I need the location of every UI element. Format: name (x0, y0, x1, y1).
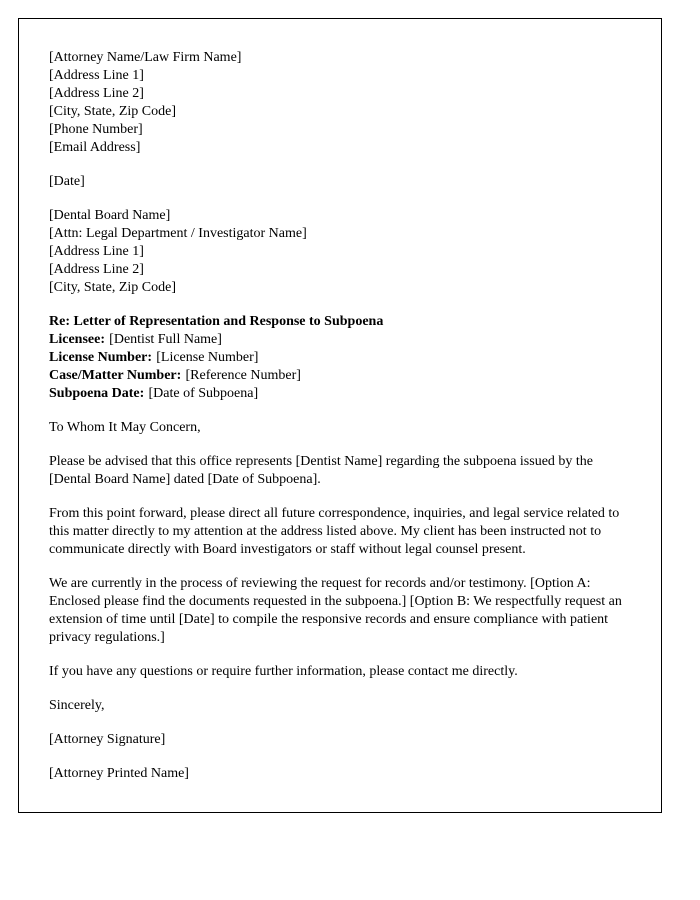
body-paragraph-1: Please be advised that this office represents [Dentist Name] regarding the subpoena issued by the [Dental Board Name] dated [Date of Subpoena]. (49, 454, 594, 487)
letter-template (18, 18, 662, 813)
recipient-address-line-2: [Address Line 2] (49, 262, 144, 277)
sender-phone: [Phone Number] (49, 122, 143, 137)
signature-block (49, 731, 631, 749)
license-number-label: License Number: (49, 350, 153, 365)
subpoena-date-label: Subpoena Date: (49, 386, 145, 401)
body-paragraph-4: If you have any questions or require further information, please contact me directly. (49, 664, 518, 679)
recipient-city-state-zip: [City, State, Zip Code] (49, 280, 177, 295)
case-number-label: Case/Matter Number: (49, 368, 182, 383)
sender-name-line: [Attorney Name/Law Firm Name] (49, 50, 242, 65)
recipient-attn-line: [Attn: Legal Department / Investigator Name] (49, 226, 307, 241)
sender-address-line-1: [Address Line 1] (49, 68, 144, 83)
recipient-address-line-1: [Address Line 1] (49, 244, 144, 259)
case-number-value: [Reference Number] (185, 368, 301, 383)
body-paragraph-3: We are currently in the process of reviewing the request for records and/or testimony. [Option A: Enclosed please find the documents requested in the subpoena.] [Option B: We respectfully request an extension of time until [Date] to compile the responsive records and ensure compliance with patient privacy regulations.] (49, 576, 622, 645)
reference-field-case-number (49, 367, 631, 385)
reference-field-licensee (49, 331, 631, 349)
salutation (49, 419, 631, 437)
recipient-address-block (49, 207, 631, 297)
salutation-line: To Whom It May Concern, (49, 420, 201, 435)
sender-address-line-2: [Address Line 2] (49, 86, 144, 101)
attorney-signature-placeholder: [Attorney Signature] (49, 732, 166, 747)
recipient-name-line: [Dental Board Name] (49, 208, 171, 223)
closing-line: Sincerely, (49, 698, 105, 713)
reference-field-subpoena-date (49, 385, 631, 403)
license-number-value: [License Number] (156, 350, 259, 365)
subject-reference-block (49, 313, 631, 403)
printed-name-block (49, 765, 631, 783)
licensee-value: [Dentist Full Name] (109, 332, 222, 347)
sender-address-block (49, 49, 631, 157)
licensee-label: Licensee: (49, 332, 105, 347)
sender-email: [Email Address] (49, 140, 141, 155)
closing-block (49, 697, 631, 715)
reference-field-license-number (49, 349, 631, 367)
date-line: [Date] (49, 174, 85, 189)
attorney-printed-name-placeholder: [Attorney Printed Name] (49, 766, 189, 781)
subpoena-date-value: [Date of Subpoena] (148, 386, 259, 401)
date-block (49, 173, 631, 191)
body-paragraph-2: From this point forward, please direct all future correspondence, inquiries, and legal service related to this matter directly to my attention at the address listed above. My client has been instructed not to communicate directly with Board investigators or staff without legal counsel present. (49, 506, 620, 557)
subject-line: Re: Letter of Representation and Response to Subpoena (49, 314, 384, 329)
sender-city-state-zip: [City, State, Zip Code] (49, 104, 177, 119)
